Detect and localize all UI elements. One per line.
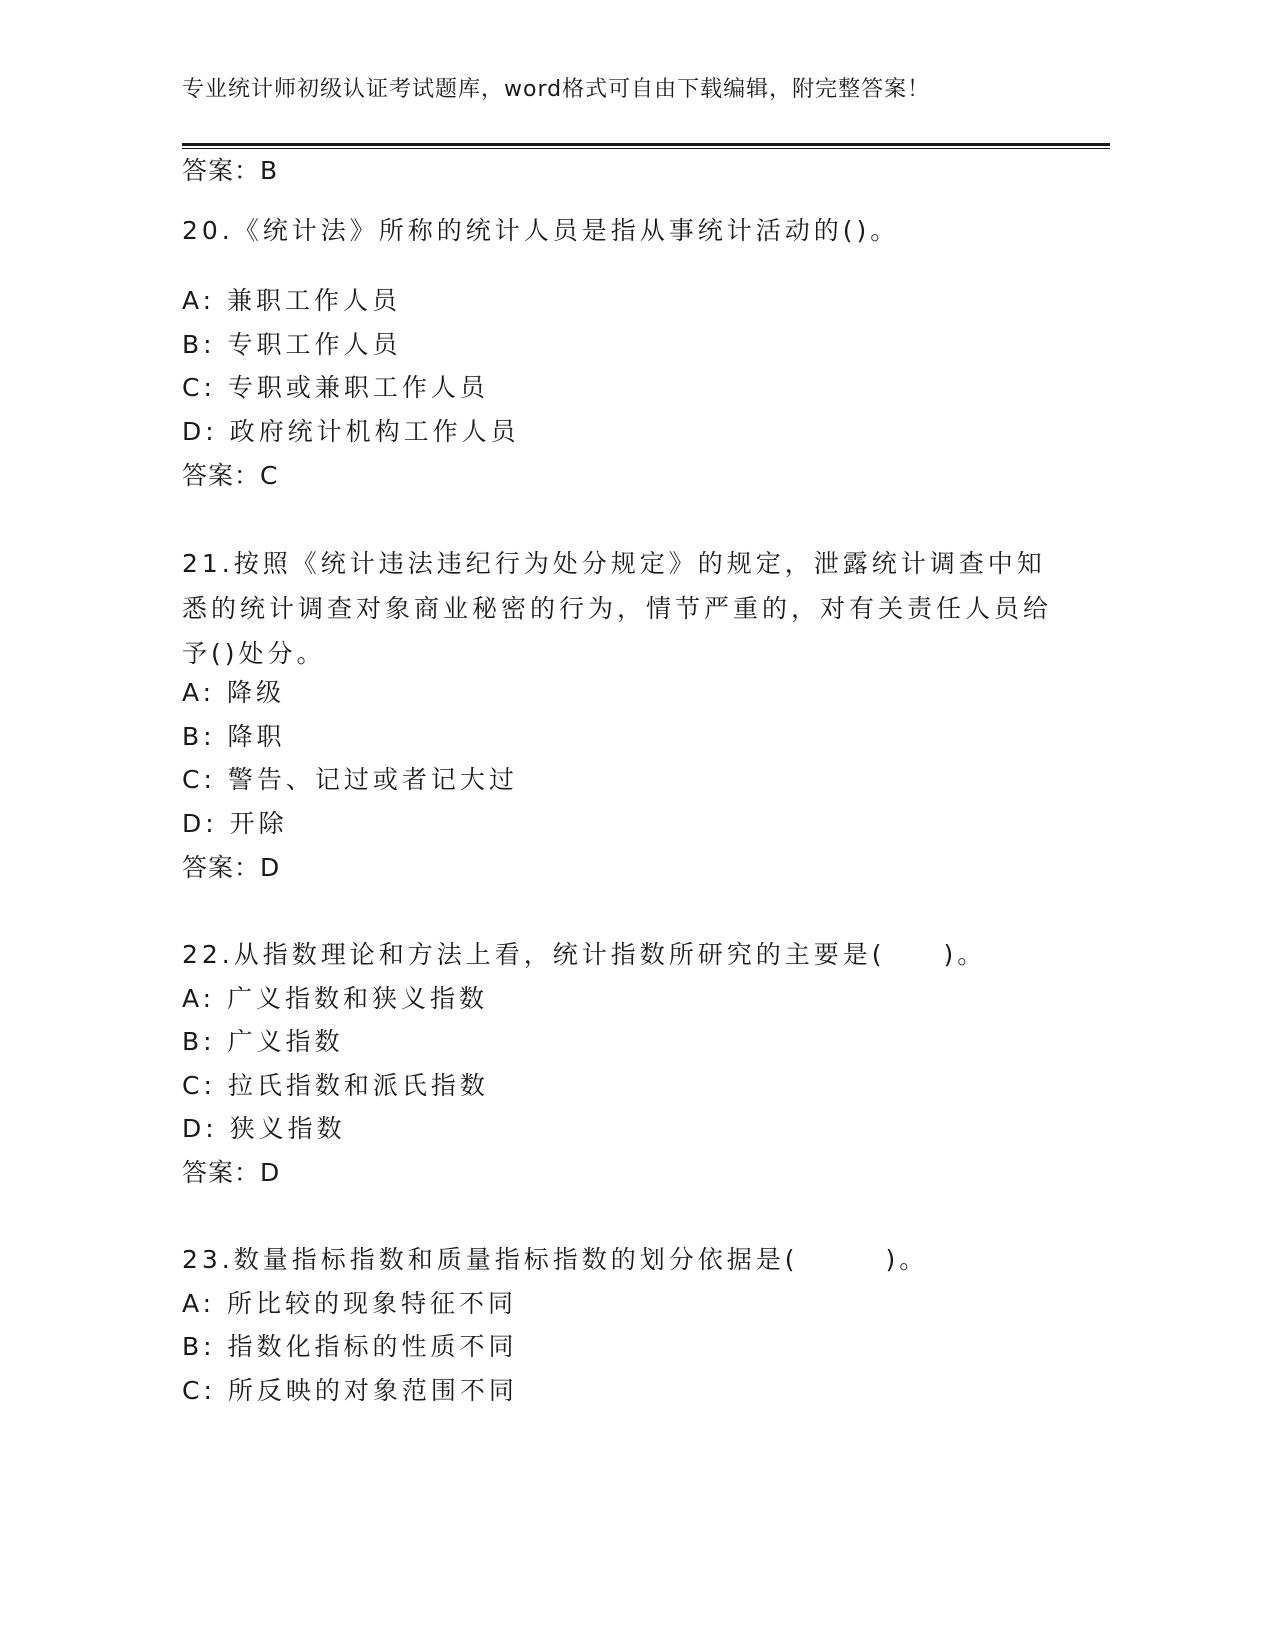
header-rule-thin <box>182 148 1110 149</box>
question-20-option-b: B: 专职工作人员 <box>182 330 402 359</box>
question-23-option-a: A: 所比较的现象特征不同 <box>182 1289 518 1318</box>
question-21-stem: 21.按照《统计违法违纪行为处分规定》的规定，泄露统计调查中知悉的统计调查对象商业秘密的行为，情节严重的，对有关责任人员给予()处分。 <box>182 549 1053 668</box>
question-21-option-b: B: 降职 <box>182 722 286 751</box>
page-header: 专业统计师初级认证考试题库，word格式可自由下载编辑，附完整答案！ <box>182 77 931 102</box>
question-22-answer: 答案：D <box>182 1158 281 1187</box>
question-20-option-d: D: 政府统计机构工作人员 <box>182 417 520 446</box>
question-23-option-b: B: 指数化指标的性质不同 <box>182 1332 518 1361</box>
question-22-option-d: D: 狭义指数 <box>182 1114 346 1143</box>
question-22-option-b: B: 广义指数 <box>182 1027 344 1056</box>
question-21-answer: 答案：D <box>182 853 281 882</box>
question-21-option-d: D: 开除 <box>182 809 288 838</box>
question-23-option-c: C: 所反映的对象范围不同 <box>182 1376 518 1405</box>
question-20-answer: 答案：C <box>182 461 279 490</box>
question-22-stem: 22.从指数理论和方法上看，统计指数所研究的主要是( )。 <box>182 940 987 969</box>
question-20-option-c: C: 专职或兼职工作人员 <box>182 373 489 402</box>
question-20-stem: 20.《统计法》所称的统计人员是指从事统计活动的()。 <box>182 216 900 245</box>
question-22-option-c: C: 拉氏指数和派氏指数 <box>182 1071 489 1100</box>
question-20-option-a: A: 兼职工作人员 <box>182 286 402 315</box>
question-21-option-a: A: 降级 <box>182 678 286 707</box>
question-22-option-a: A: 广义指数和狭义指数 <box>182 984 489 1013</box>
header-rule <box>182 143 1110 146</box>
question-21-option-c: C: 警告、记过或者记大过 <box>182 765 518 794</box>
answer-19: 答案：B <box>182 156 279 185</box>
question-23-stem: 23.数量指标指数和质量指标指数的划分依据是( )。 <box>182 1245 929 1274</box>
